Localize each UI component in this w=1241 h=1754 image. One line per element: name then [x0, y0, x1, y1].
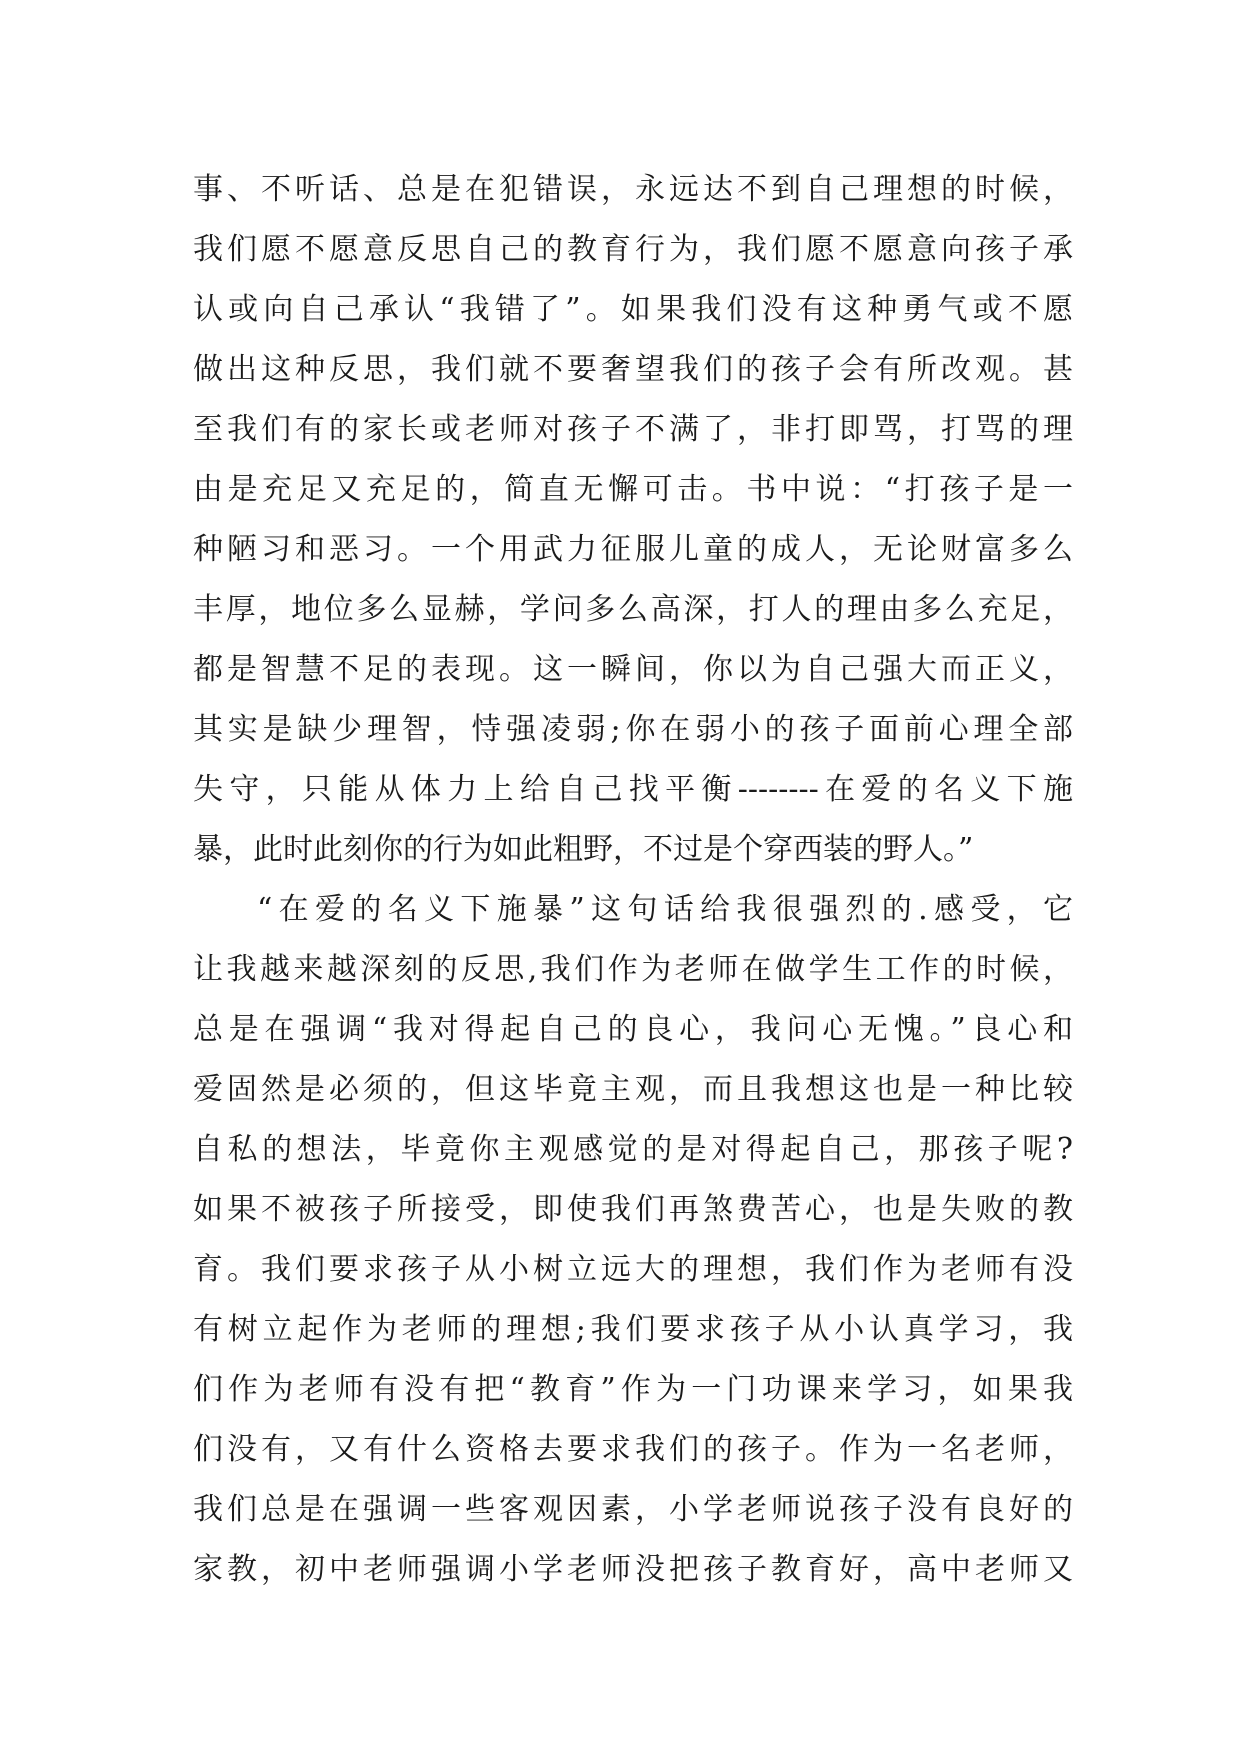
text-line: 让我越来越深刻的反思,我们作为老师在做学生工作的时候， — [193, 952, 1073, 987]
text-line: 做出这种反思，我们就不要奢望我们的孩子会有所改观。甚 — [193, 352, 1073, 387]
text-line: 都是智慧不足的表现。这一瞬间，你以为自己强大而正义， — [193, 652, 1073, 687]
text-line: 总是在强调“我对得起自己的良心，我问心无愧。”良心和 — [193, 1012, 1073, 1047]
text-line: 认或向自己承认“我错了”。如果我们没有这种勇气或不愿 — [193, 292, 1073, 327]
paragraph-end-line: 暴，此时此刻你的行为如此粗野，不过是个穿西装的野人。” — [193, 832, 974, 867]
text-line: 事、不听话、总是在犯错误，永远达不到自己理想的时候， — [193, 172, 1073, 207]
text-line: 们作为老师有没有把“教育”作为一门功课来学习，如果我 — [193, 1372, 1073, 1407]
text-line: 爱固然是必须的，但这毕竟主观，而且我想这也是一种比较 — [193, 1072, 1073, 1107]
text-line: 我们愿不愿意反思自己的教育行为，我们愿不愿意向孩子承 — [193, 232, 1073, 267]
text-line: 自私的想法，毕竟你主观感觉的是对得起自己，那孩子呢? — [193, 1132, 1073, 1167]
text-line: 至我们有的家长或老师对孩子不满了，非打即骂，打骂的理 — [193, 412, 1073, 447]
text-line: 我们总是在强调一些客观因素，小学老师说孩子没有良好的 — [193, 1492, 1073, 1527]
text-line: 们没有，又有什么资格去要求我们的孩子。作为一名老师， — [193, 1432, 1073, 1467]
text-line: 育。我们要求孩子从小树立远大的理想，我们作为老师有没 — [193, 1252, 1073, 1287]
body-text — [193, 160, 1073, 1600]
text-line: 由是充足又充足的，简直无懈可击。书中说：“打孩子是一 — [193, 472, 1073, 507]
text-line: 有树立起作为老师的理想;我们要求孩子从小认真学习，我 — [193, 1312, 1073, 1347]
paragraph-start-line: “在爱的名义下施暴”这句话给我很强烈的.感受，它 — [257, 892, 1073, 927]
text-line: 其实是缺少理智，恃强凌弱;你在弱小的孩子面前心理全部 — [193, 712, 1073, 747]
text-line: 失守，只能从体力上给自己找平衡--------在爱的名义下施 — [193, 772, 1073, 807]
text-line: 丰厚，地位多么显赫，学问多么高深，打人的理由多么充足， — [193, 592, 1073, 627]
text-line: 家教，初中老师强调小学老师没把孩子教育好，高中老师又 — [193, 1552, 1073, 1587]
text-line: 如果不被孩子所接受，即使我们再煞费苦心，也是失败的教 — [193, 1192, 1073, 1227]
text-line: 种陋习和恶习。一个用武力征服儿童的成人，无论财富多么 — [193, 532, 1073, 567]
